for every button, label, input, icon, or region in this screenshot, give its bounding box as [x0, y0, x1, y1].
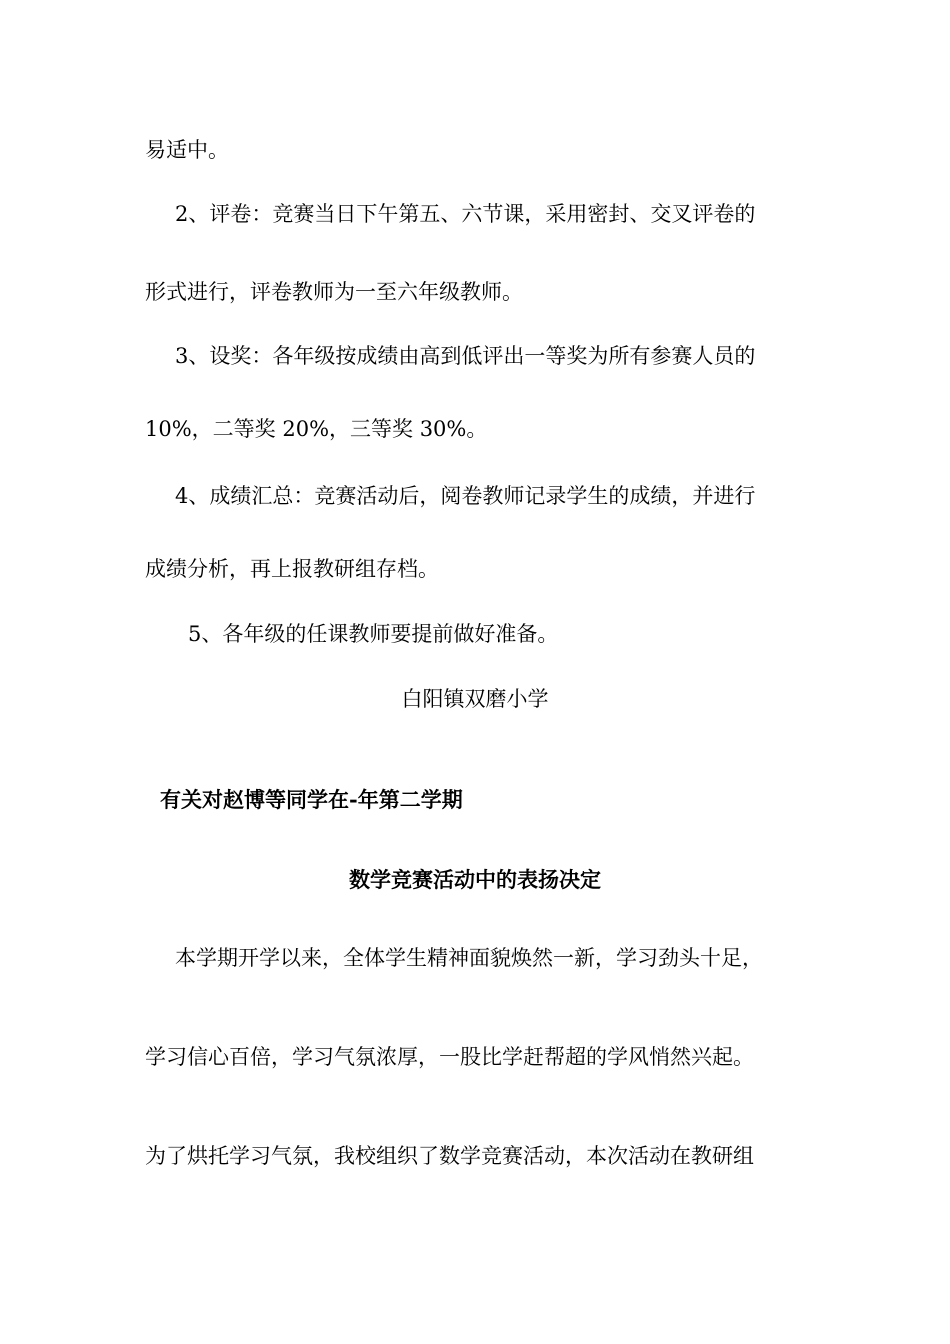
title-line-2: 数学竞赛活动中的表扬决定 — [349, 867, 601, 892]
paragraph-line: 形式进行，评卷教师为一至六年级教师。 — [145, 280, 523, 304]
paragraph-line: 本学期开学以来，全体学生精神面貌焕然一新，学习劲头十足， — [175, 946, 763, 970]
paragraph-line: 易适中。 — [145, 138, 229, 162]
paragraph-line: 4、成绩汇总：竞赛活动后，阅卷教师记录学生的成绩，并进行 — [175, 484, 756, 508]
paragraph-line: 2、评卷：竞赛当日下午第五、六节课，采用密封、交叉评卷的 — [175, 202, 756, 226]
paragraph-line: 为了烘托学习气氛，我校组织了数学竞赛活动，本次活动在教研组 — [145, 1144, 754, 1168]
paragraph-line: 10%，二等奖 20%，三等奖 30%。 — [145, 417, 488, 441]
paragraph-line: 3、设奖：各年级按成绩由高到低评出一等奖为所有参赛人员的 — [175, 344, 756, 368]
paragraph-line: 成绩分析，再上报教研组存档。 — [145, 557, 439, 581]
school-signature: 白阳镇双磨小学 — [401, 687, 549, 711]
paragraph-line: 5、各年级的任课教师要提前做好准备。 — [188, 622, 559, 646]
paragraph-line: 学习信心百倍，学习气氛浓厚，一股比学赶帮超的学风悄然兴起。 — [145, 1045, 754, 1069]
title-line-1: 有关对赵博等同学在-年第二学期 — [160, 787, 463, 812]
